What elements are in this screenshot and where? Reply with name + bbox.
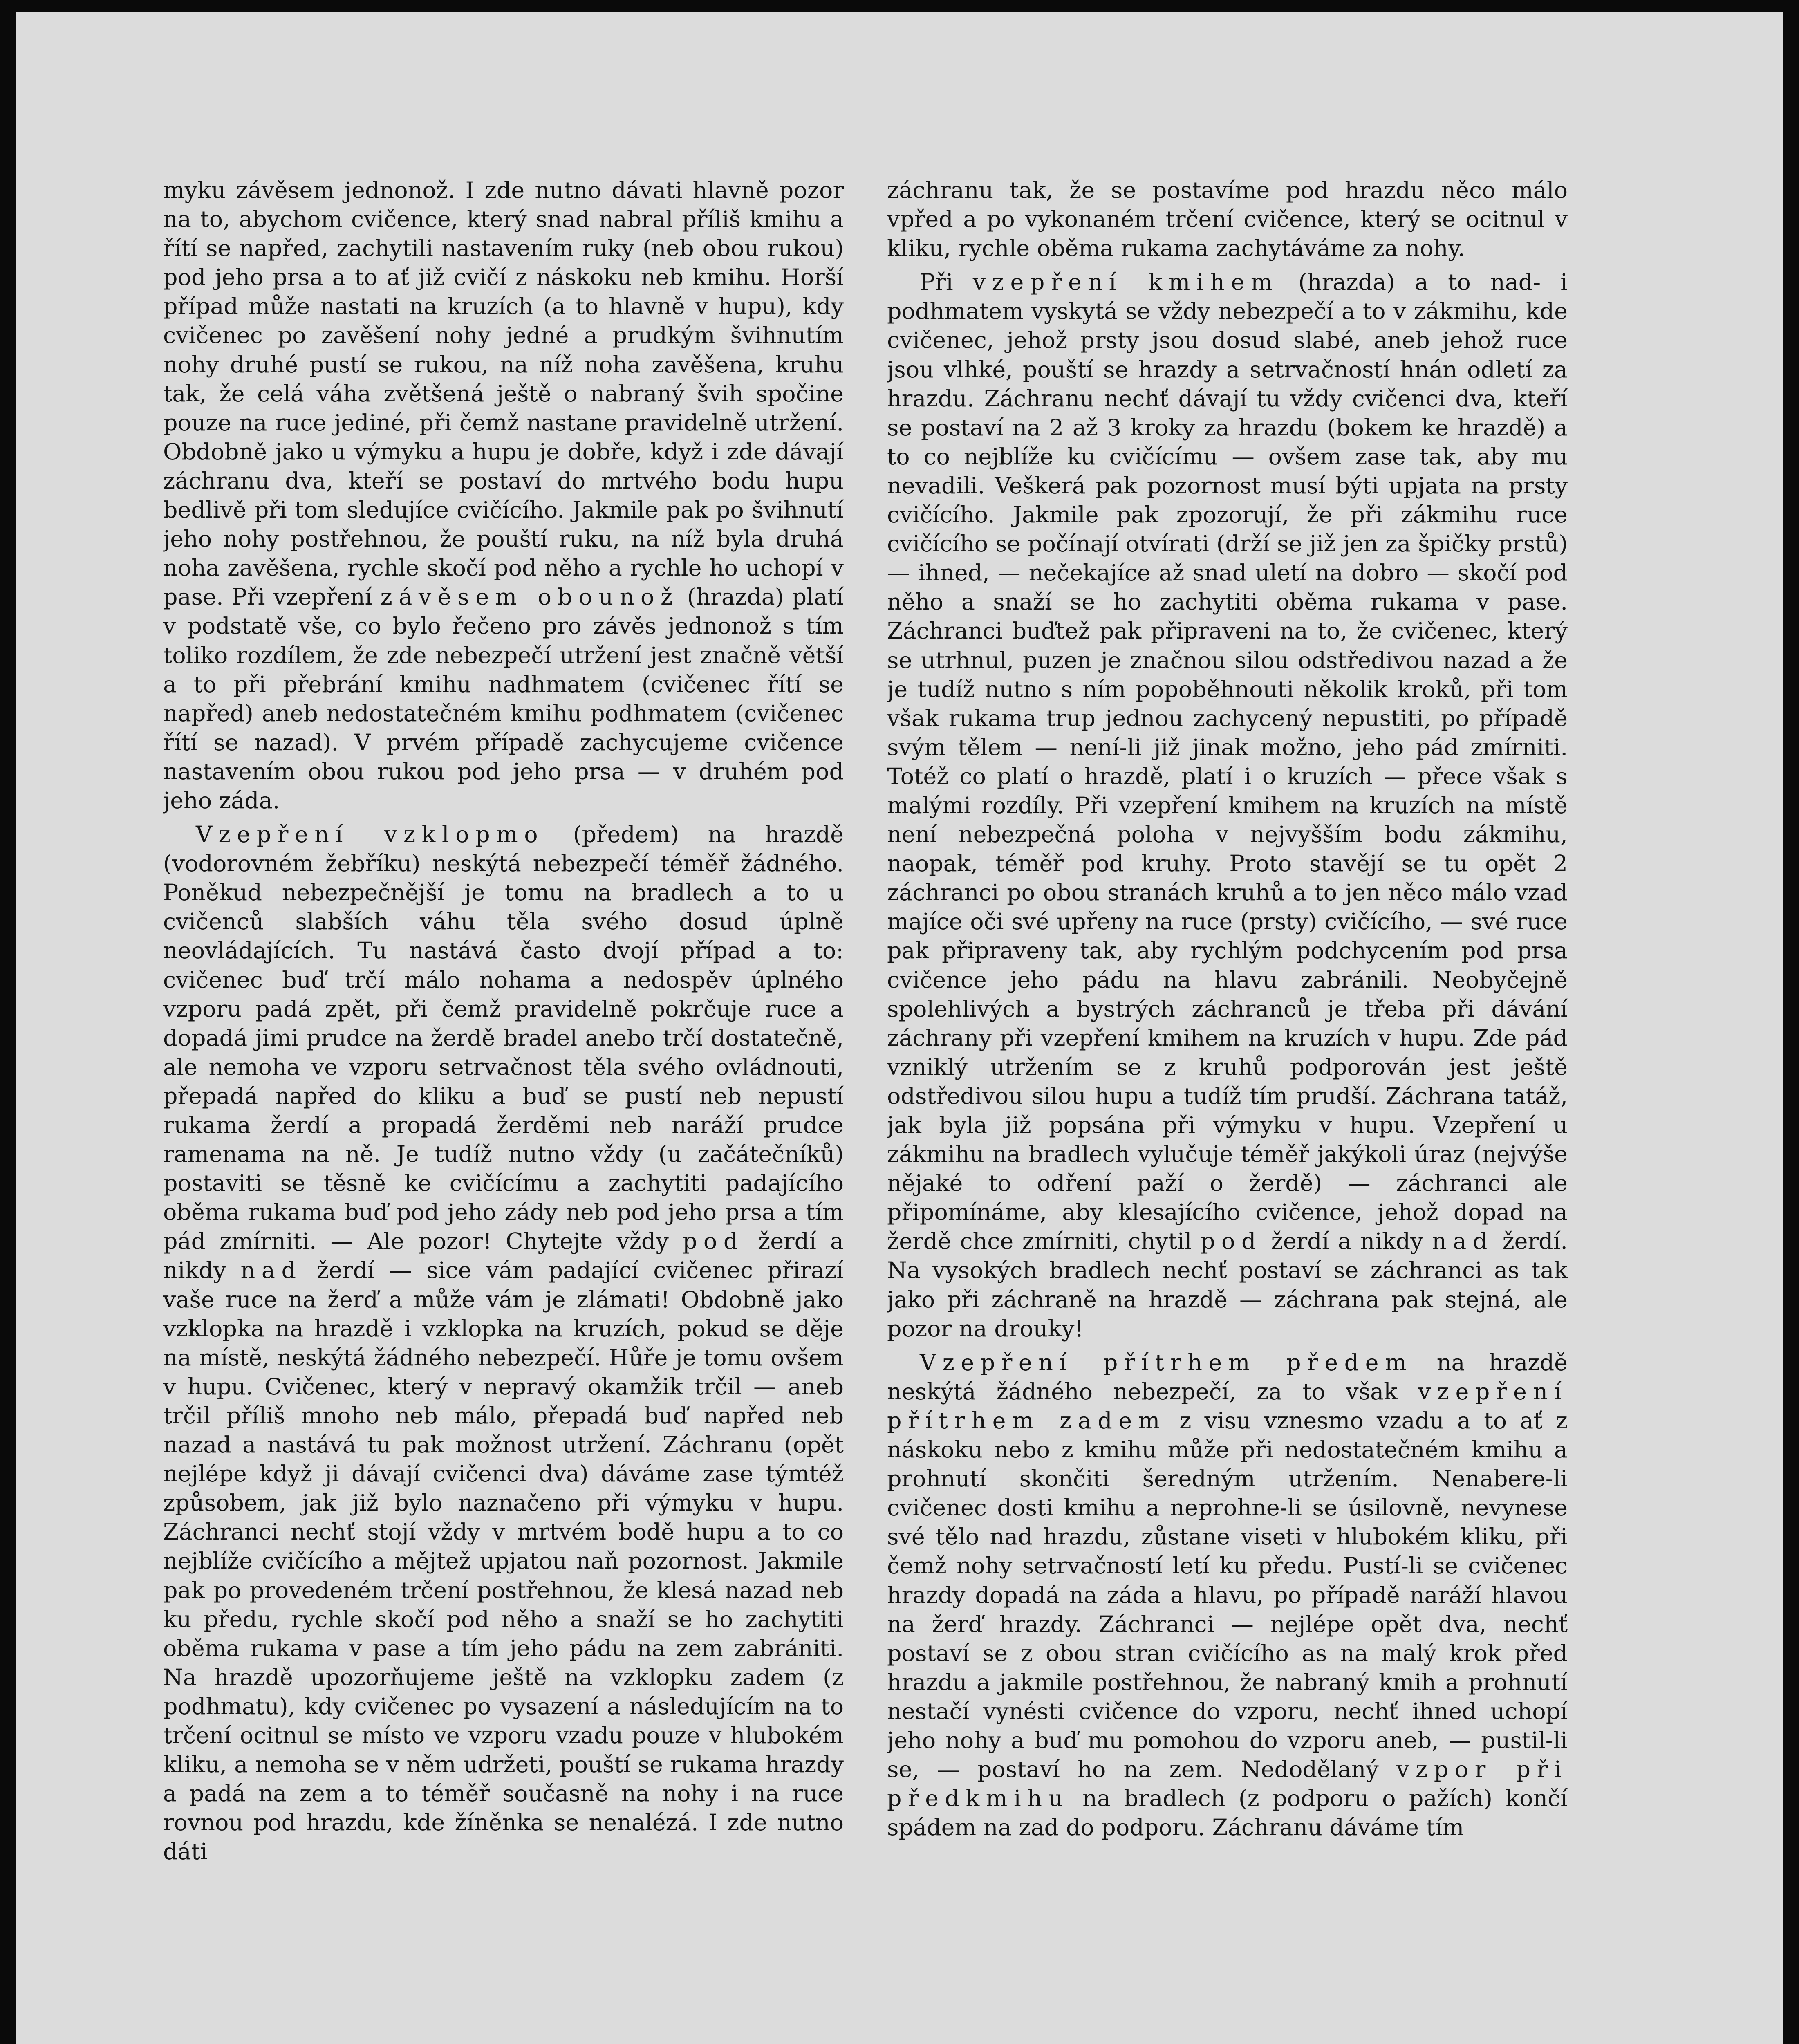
text-run: žerdí — sice vám padající cvičenec přirazí vaše ruce na žerď a může vám je zlámati! Obdobně jako vzklopka na hrazdě i vzklopka na kruzích, pokud se děje na místě, neskýtá žádného nebezpečí. Hůře je tomu ovšem v hupu. Cvičenec, který v nepravý okamžik trčil — aneb trčil příliš mnoho neb málo, přepadá buď napřed neb nazad a nastává tu pak možnost utržení. Záchranu (opět nejlépe když ji dávají cvičenci dva) dáváme zase týmtéž způsobem, jak již bylo naznačeno při výmyku v hupu. Záchranci nechť stojí vždy v mrtvém bodě hupu a to co nejblíže cvičícího a mějtež upjatou naň pozornost. Jakmile pak po provedeném trčení postřehnou, že klesá nazad neb ku předu, rychle skočí pod něho a snaží se ho zachytiti oběma rukama v pase a tím jeho pádu na zem zabrániti. Na hrazdě upozorňujeme ještě na vzklopku zadem (z podhmatu), kdy cvičenec po vysazení a následujícím na to trčení ocitnul se místo ve vzporu vzadu pouze v hlubokém kliku, a nemoha se v něm udržeti, pouští se rukama hrazdy a padá na zem a to téměř současně na nohy i na ruce rovnou pod hrazdu, kde žíněnka se nenalézá. I zde nutno dáti (163, 1257, 844, 1865)
paragraph (887, 1348, 1568, 1842)
spaced-term: závěsem obounož (380, 584, 679, 611)
paragraph (163, 176, 844, 815)
paragraph (887, 268, 1568, 1343)
spaced-term: vzepření kmihem (972, 269, 1279, 296)
text-run: Při (920, 269, 953, 296)
text-run: (hrazda) platí v podstatě vše, co bylo řečeno pro závěs jednonož s tím toliko rozdílem, že zde nebezpečí utržení jest značně větší a to při přebrání kmihu nadhmatem (cvičenec řítí se napřed) aneb nedostatečném kmihu podhmatem (cvičenec řítí se nazad). V prvém případě zachycujeme cvičence nastavením obou rukou pod jeho prsa — v druhém pod jeho záda. (163, 584, 844, 814)
text-run: na bradlech (z podporu o pažích) končí spádem na zad do podporu. Záchranu dáváme tím (887, 1785, 1568, 1841)
spaced-term: pod (682, 1228, 744, 1255)
text-run: z visu vznesmo vzadu a to ať z náskoku nebo z kmihu může při nedostatečném kmihu a prohnutí skončiti šeredným utržením. Nenabere-li cvičenec dosti kmihu a neprohne-li se úsilovně, nevynese své tělo nad hrazdu, zůstane viseti v hlubokém kliku, při čemž nohy setrvačností letí ku předu. Pustí-li se cvičenec hrazdy dopadá na záda a hlavu, po případě naráží hlavou na žerď hrazdy. Záchranci — nejlépe opět dva, nechť postaví se z obou stran cvičícího as na malý krok před hrazdu a jakmile postřehnou, že nabraný kmih a prohnutí nestačí vynésti cvičence do vzporu, nechť ihned uchopí jeho nohy a buď mu pomohou do vzporu aneb, — pustil-li se, — postaví ho na zem. Nedodělaný (887, 1407, 1568, 1783)
spaced-term: vzpor při předkmihu (887, 1756, 1568, 1812)
spaced-term: Vzepření přítrhem předem (920, 1349, 1413, 1376)
left-text-column (163, 176, 844, 2044)
spaced-term: vzepření přítrhem zadem (887, 1378, 1568, 1434)
right-text-column (887, 176, 1568, 2044)
text-run: na hrazdě neskýtá žádného nebezpečí, za to však (887, 1349, 1568, 1405)
text-run: (předem) na hrazdě (vodorovném žebříku) neskýtá nebezpečí téměř žádného. Poněkud nebezpečnější je tomu na bradlech a to u cvičenců slabších váhu těla svého dosud úplně neovládajících. Tu nastává často dvojí případ a to: cvičenec buď trčí málo nohama a nedospěv úplného vzporu padá zpět, při čemž pravidelně pokrčuje ruce a dopadá jimi prudce na žerdě bradel anebo trčí dostatečně, ale nemoha ve vzporu setrvačnost těla svého ovládnouti, přepadá napřed do kliku a buď se pustí neb nepustí rukama žerdí a propadá žerděmi neb naráží prudce ramenama na ně. Je tudíž nutno vždy (u začátečníků) postaviti se těsně ke cvičícímu a zachytiti padajícího oběma rukama buď pod jeho zády neb pod jeho prsa a tím pád zmírniti. — Ale pozor! Chytejte vždy (163, 821, 844, 1255)
text-run: žerdí a nikdy (163, 1228, 844, 1284)
book-page (16, 12, 1783, 2044)
spaced-term: Vzepření vzklopmo (196, 821, 544, 848)
text-run: žerdí. Na vysokých bradlech nechť postaví se záchranci as tak jako při záchraně na hrazdě — záchrana pak stejná, ale pozor na drouky! (887, 1228, 1568, 1342)
paragraph (887, 176, 1568, 263)
text-run: myku závěsem jednonož. I zde nutno dávati hlavně pozor na to, abychom cvičence, který snad nabral příliš kmihu a řítí se napřed, zachytili nastavením ruky (neb obou rukou) pod jeho prsa a to ať již cvičí z náskoku neb kmihu. Horší případ může nastati na kruzích (a to hlavně v hupu), kdy cvičenec po zavěšení nohy jedné a prudkým švihnutím nohy druhé pustí se rukou, na níž noha zavěšena, kruhu tak, že celá váha zvětšená ještě o nabraný švih spočine pouze na ruce jediné, při čemž nastane pravidelně utržení. Obdobně jako u výmyku a hupu je dobře, když i zde dávají záchranu dva, kteří se postaví do mrtvého bodu hupu bedlivě při tom sledujíce cvičícího. Jakmile pak po švihnutí jeho nohy postřehnou, že pouští ruku, na níž byla druhá noha zavěšena, rychle skočí pod něho a rychle ho uchopí v pase. Při vzepření (163, 177, 844, 611)
spaced-term: pod (1200, 1228, 1263, 1255)
text-run: (hrazda) a to nad- i podhmatem vyskytá se vždy nebezpečí a to v zákmihu, kde cvičenec, jehož prsty jsou dosud slabé, aneb jehož ruce jsou vlhké, pouští se hrazdy a setrvačností hnán odletí za hrazdu. Záchranu nechť dávají tu vždy cvičenci dva, kteří se postaví na 2 až 3 kroky za hrazdu (bokem ke hrazdě) a to co nejblíže ku cvičícímu — ovšem zase tak, aby mu nevadili. Veškerá pak pozornost musí býti upjata na prsty cvičícího. Jakmile pak zpozorují, že při zákmihu ruce cvičícího se počínají otvírati (drží se již jen za špičky prstů) — ihned, — nečekajíce až snad uletí na dobro — skočí pod něho a snaží se ho zachytiti oběma rukama v pase. Záchranci buďtež pak připraveni na to, že cvičenec, který se utrhnul, puzen je značnou silou odstředivou nazad a že je tudíž nutno s ním popoběhnouti několik kroků, při tom však rukama trup jednou zachycený nepustiti, po případě svým tělem — není-li již jinak možno, jeho pád zmírniti. Totéž co platí o hrazdě, platí i o kruzích — přece však s malými rozdíly. Při vzepření kmihem na kruzích na místě není nebezpečná poloha v nejvyšším bodu zákmihu, naopak, téměř pod kruhy. Proto stavějí se tu opět 2 záchranci po obou stranách kruhů a to jen něco málo vzad majíce oči své upřeny na ruce (prsty) cvičícího, — své ruce pak připraveny tak, aby rychlým podchycením pod prsa cvičence jeho pádu na hlavu zabránili. Neobyčejně spolehlivých a bystrých záchranců je třeba při dávání záchrany při vzepření kmihem na kruzích v hupu. Zde pád vzniklý utržením se z kruhů podporován jest ještě odstředivou silou hupu a tudíž tím prudší. Záchrana tatáž, jak byla již popsána při výmyku v hupu. Vzepření u zákmihu na bradlech vylučuje téměř jakýkoli úraz (nejvýše nějaké to odření paží o žerdě) — záchranci ale připomínáme, aby klesajícího cvičence, jehož dopad na žerdě chce zmírniti, chytil (887, 269, 1568, 1255)
paragraph (163, 820, 844, 1866)
spaced-term: nad (1432, 1228, 1494, 1255)
spaced-term: nad (240, 1257, 302, 1284)
text-run: záchranu tak, že se postavíme pod hrazdu něco málo vpřed a po vykonaném trčení cvičence, který se ocitnul v kliku, rychle oběma rukama zachytáváme za nohy. (887, 177, 1568, 262)
text-run: žerdí a nikdy (1271, 1228, 1423, 1255)
